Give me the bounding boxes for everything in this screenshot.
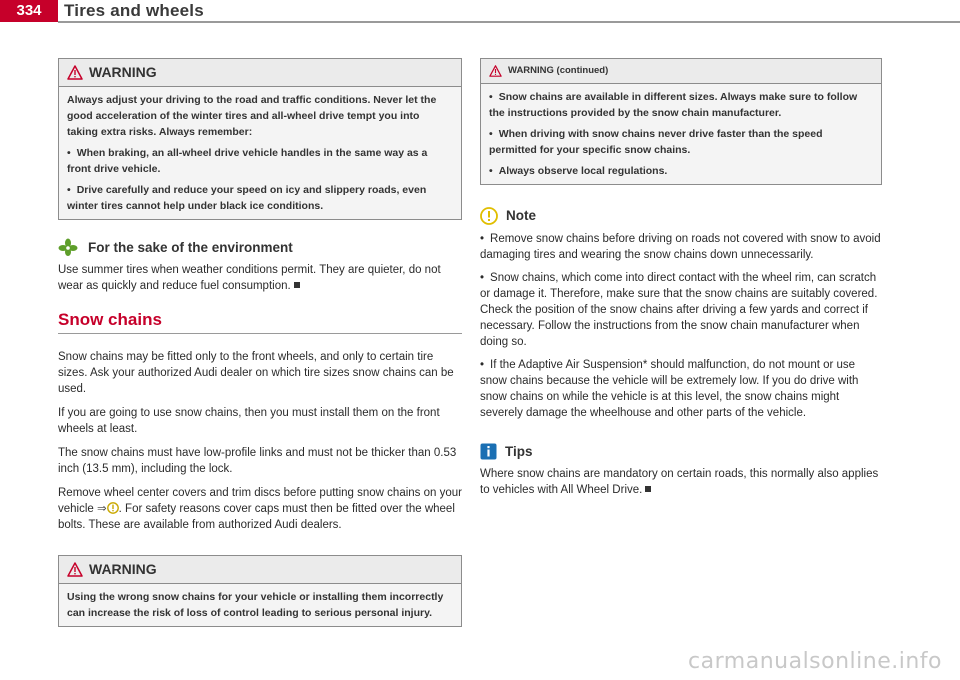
end-mark-icon — [645, 486, 651, 492]
page-header — [0, 0, 960, 34]
paragraph: The snow chains must have low-profile links and must not be thicker than 0.53 inch (13.5 mm), including the lock. — [58, 447, 457, 475]
section-title-snow-chains: Snow chains — [58, 310, 162, 329]
warning-text: Using the wrong snow chains for your vehicle or installing them incorrectly can increase the risk of loss of control leading to serious personal injury. — [67, 591, 444, 619]
paragraph-wheel-covers — [58, 485, 462, 533]
note-icon — [480, 207, 498, 225]
warning-bullet: • Drive carefully and reduce your speed on icy and slippery roads, even winter tires cannot help under black ice conditions. — [67, 182, 453, 214]
cross-reference-arrow[interactable]: ⇒ — [97, 503, 107, 515]
tips-text-body: Where snow chains are mandatory on certain roads, this normally also applies to vehicles with All Wheel Drive. — [480, 468, 879, 496]
note-title: Note — [506, 208, 536, 223]
section-divider — [58, 333, 462, 334]
warning-triangle-icon — [489, 65, 502, 77]
page-number: 334 — [0, 0, 58, 22]
note-item: • Remove snow chains before driving on roads not covered with snow to avoid damaging tires and wearing the snow chains down unnecessarily. — [480, 231, 882, 263]
warning-header — [481, 59, 881, 84]
leaf-icon — [58, 238, 78, 258]
paragraph-text: . For safety reasons cover caps must then be fitted over the wheel bolts. These are available from authorized Audi dealers. — [58, 503, 455, 531]
warning-title: WARNING — [89, 64, 157, 80]
warning-body — [59, 584, 461, 626]
warning-bullet: • When braking, an all-wheel drive vehicle handles in the same way as a front drive vehicle. — [67, 145, 453, 177]
left-column — [58, 58, 462, 641]
warning-bullet: • Snow chains are available in different sizes. Always make sure to follow the instructions provided by the snow chain manufacturer. — [489, 89, 873, 121]
header-divider — [58, 21, 960, 23]
note-item: • If the Adaptive Air Suspension* should malfunction, do not mount or use snow chains because the vehicle will be extremely low. If you do drive with snow chains on while the vehicle is at this level, the snow chains might severely damage the wheelhouse and other parts of the vehicle. — [480, 357, 882, 421]
warning-box-continued — [480, 58, 882, 185]
warning-lead: Always adjust your driving to the road and traffic conditions. Never let the good acceleration of the winter tires and all-wheel drive tempt you into taking extra risks. Always remember: — [67, 94, 437, 138]
warning-title: WARNING (continued) — [508, 65, 609, 76]
warning-box-driving — [58, 58, 462, 220]
warning-bullet: • Always observe local regulations. — [489, 163, 873, 179]
warning-header — [59, 59, 461, 87]
warning-box-snow-chains — [58, 555, 462, 627]
note-heading — [480, 207, 882, 225]
page-title: Tires and wheels — [64, 1, 204, 20]
paragraph: Snow chains may be fitted only to the front wheels, and only to certain tire sizes. Ask your authorized Audi dealer on which tire sizes snow chains can be used. — [58, 351, 454, 395]
info-icon — [480, 443, 497, 460]
environment-title: For the sake of the environment — [88, 240, 293, 255]
environment-text-body: Use summer tires when weather conditions permit. They are quieter, do not wear as quickly and reduce fuel consumption. — [58, 264, 441, 292]
warning-title: WARNING — [89, 561, 157, 577]
warning-triangle-icon — [67, 562, 83, 577]
note-reference-icon[interactable] — [107, 502, 119, 514]
tips-text — [480, 466, 882, 498]
warning-triangle-icon — [67, 65, 83, 80]
warning-bullet: • When driving with snow chains never drive faster than the speed permitted for your specific snow chains. — [489, 126, 873, 158]
environment-text — [58, 262, 462, 294]
paragraph-text: Remove wheel center covers and trim discs before putting snow chains on your vehicle — [58, 487, 462, 515]
note-item: • Snow chains, which come into direct contact with the wheel rim, can scratch or damage it. Therefore, make sure that the snow chains are suitably covered. Check the position of the snow chains after driving a few yards and correct if necessary. Follow the instructions from the snow chain manufacturer when doing so. — [480, 270, 882, 350]
watermark: carmanualsonline.info — [688, 649, 942, 674]
warning-header — [59, 556, 461, 584]
right-column — [480, 58, 882, 506]
environment-heading — [58, 238, 462, 258]
tips-title: Tips — [505, 443, 533, 459]
tips-heading — [480, 443, 882, 460]
end-mark-icon — [294, 282, 300, 288]
warning-body — [481, 84, 881, 184]
paragraph: If you are going to use snow chains, then you must install them on the front wheels at least. — [58, 407, 440, 435]
warning-body — [59, 87, 461, 219]
